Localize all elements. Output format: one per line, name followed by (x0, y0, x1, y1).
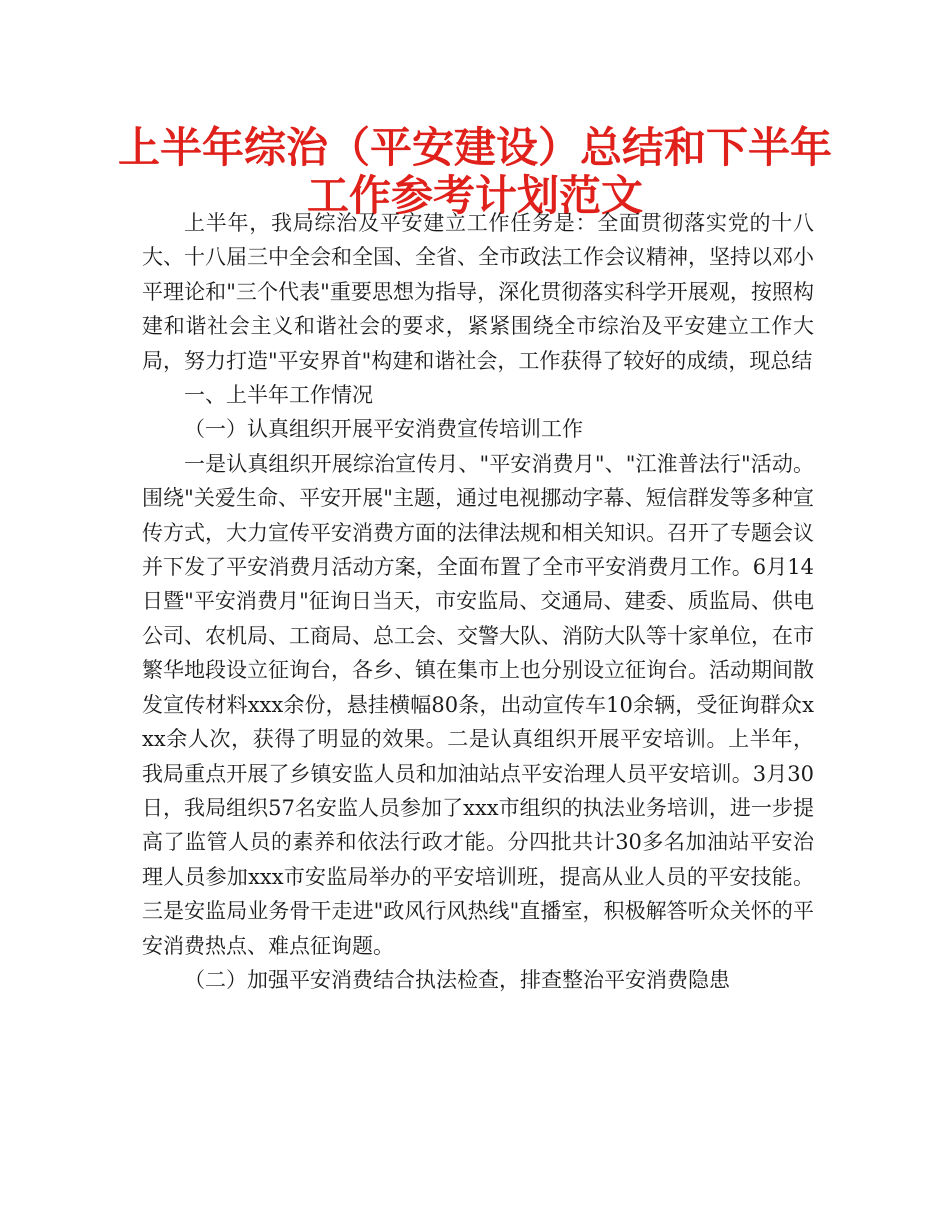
subsection-1-paragraph: 一是认真组织开展综治宣传月、"平安消费月"、"江淮普法行"活动。围绕"关爱生命、平安开展"主题，通过电视挪动字幕、短信群发等多种宣传方式，大力宣传平安消费方面的法律法规和相关知识。召开了专题会议并下发了平安消费月活动方案，全面布置了全市平安消费月工作。6月14日暨"平安消费月"征询日当天，市安监局、交通局、建委、质监局、供电公司、农机局、工商局、总工会、交警大队、消防大队等十家单位，在市繁华地段设立征询台，各乡、镇在集市上也分别设立征询台。活动期间散发宣传材料xxx余份，悬挂横幅80条，出动宣传车10余辆，受征询群众xxx余人次，获得了明显的效果。二是认真组织开展平安培训。上半年，我局重点开展了乡镇安监人员和加油站点平安治理人员平安培训。3月30日，我局组织57名安监人员参加了xxx市组织的执法业务培训，进一步提高了监管人员的素养和依法行政才能。分四批共计30多名加油站平安治理人员参加xxx市安监局举办的平安培训班，提高从业人员的平安技能。三是安监局业务骨干走进"政风行风热线"直播室，积极解答听众关怀的平安消费热点、难点征询题。 (142, 451, 814, 958)
subsection-heading-2: （二）加强平安消费结合执法检查，排查整治平安消费隐患 (184, 967, 730, 992)
subsection-heading-1: （一）认真组织开展平安消费宣传培训工作 (184, 417, 583, 442)
section-heading-1: 一、上半年工作情况 (184, 383, 373, 408)
document-title: 上半年综治（平安建设）总结和下半年工作参考计划范文 (117, 123, 832, 220)
intro-paragraph: 上半年，我局综治及平安建立工作任务是：全面贯彻落实党的十八大、十八届三中全会和全国、全省、全市政法工作会议精神，坚持以邓小平理论和"三个代表"重要思想为指导，深化贯彻落实科学开展观，按照构建和谐社会主义和谐社会的要求，紧紧围绕全市综治及平安建立工作大局，努力打造"平安界首"构建和谐社会，工作获得了较好的成绩，现总结 (142, 211, 814, 373)
document-body (142, 206, 814, 997)
